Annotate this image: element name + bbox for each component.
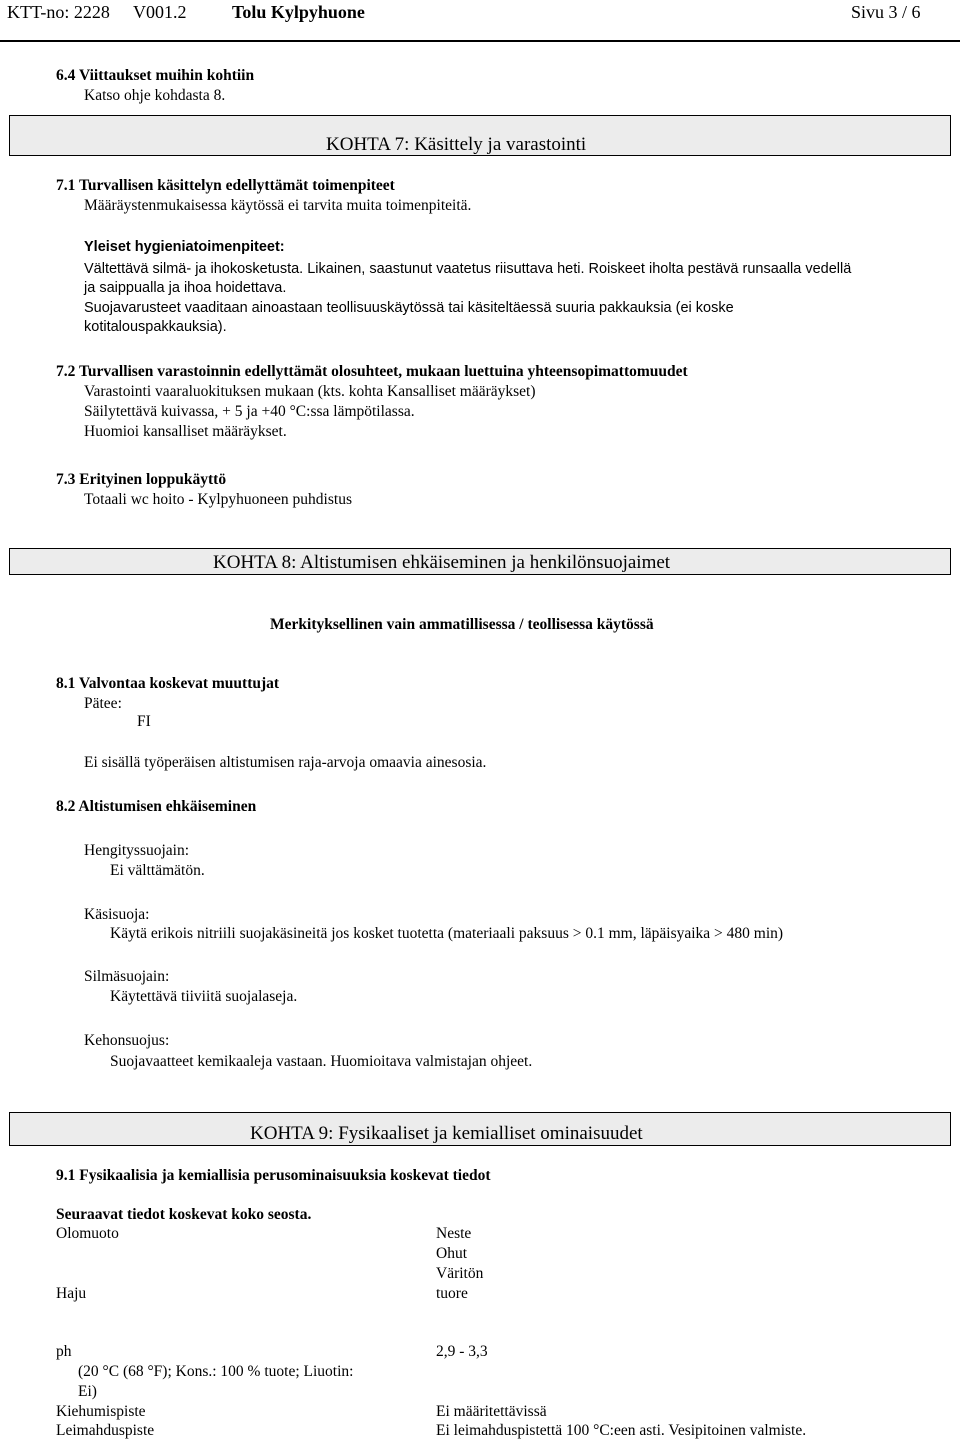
version: V001.2: [133, 2, 187, 22]
flash-point-label: Leimahduspiste: [56, 1422, 155, 1439]
s6-4-title: 6.4 Viittaukset muihin kohtiin: [56, 67, 255, 84]
form-value-2: Ohut: [436, 1245, 467, 1262]
s8-2-title: 8.2 Altistumisen ehkäiseminen: [56, 798, 257, 815]
s8-1-text: Ei sisällä työperäisen altistumisen raja-arvoja omaavia ainesosia.: [84, 754, 487, 771]
hygiene-title: Yleiset hygieniatoimenpiteet:: [84, 239, 285, 255]
header-rule: [0, 40, 960, 42]
s7-2-title: 7.2 Turvallisen varastoinnin edellyttämät olosuhteet, mukaan luettuina yhteensopimattomuudet: [56, 363, 688, 380]
s7-3-title: 7.3 Erityinen loppukäyttö: [56, 471, 227, 488]
ph-label: ph: [56, 1343, 72, 1360]
section-8-bar: [9, 548, 951, 575]
s7-2-line-3: Huomioi kansalliset määräykset.: [84, 423, 287, 440]
section-7-heading: KOHTA 7: Käsittely ja varastointi: [326, 134, 587, 155]
section-9-heading: KOHTA 9: Fysikaaliset ja kemialliset ominaisuudet: [250, 1123, 643, 1144]
boiling-point-value: Ei määritettävissä: [436, 1403, 547, 1420]
odor-label: Haju: [56, 1285, 87, 1302]
s7-1-text: Määräystenmukaisessa käytössä ei tarvita muita toimenpiteitä.: [84, 197, 472, 214]
respiratory-label: Hengityssuojain:: [84, 842, 190, 859]
boiling-point-label: Kiehumispiste: [56, 1403, 146, 1420]
page-number: Sivu 3 / 6: [851, 2, 921, 22]
hygiene-line-2: ja saippualla ja ihoa hoidettava.: [84, 280, 287, 296]
s7-3-text: Totaali wc hoito - Kylpyhuoneen puhdistus: [84, 491, 352, 508]
s7-1-title: 7.1 Turvallisen käsittelyn edellyttämät toimenpiteet: [56, 177, 395, 194]
ph-conditions-1: (20 °C (68 °F); Kons.: 100 % tuote; Liuotin:: [78, 1363, 354, 1380]
s7-2-line-1: Varastointi vaaraluokituksen mukaan (kts. kohta Kansalliset määräykset): [84, 383, 536, 400]
section-8-heading: KOHTA 8: Altistumisen ehkäiseminen ja henkilönsuojaimet: [213, 552, 671, 573]
hygiene-line-4: kotitalouspakkauksia).: [84, 319, 227, 335]
s8-1-title: 8.1 Valvontaa koskevat muuttujat: [56, 675, 280, 692]
mixture-title: Seuraavat tiedot koskevat koko seosta.: [56, 1206, 312, 1223]
product-name: Tolu Kylpyhuone: [232, 2, 365, 22]
s9-1-title: 9.1 Fysikaalisia ja kemiallisia perusominaisuuksia koskevat tiedot: [56, 1167, 491, 1184]
applies-value: FI: [137, 713, 151, 730]
s6-4-text: Katso ohje kohdasta 8.: [84, 87, 226, 104]
eye-protection-value: Käytettävä tiiviitä suojalaseja.: [110, 988, 298, 1005]
hygiene-line-1: Vältettävä silmä- ja ihokosketusta. Likainen, saastunut vaatetus riisuttava heti. Roiskeet iholta pestävä runsaalla vedellä: [84, 261, 852, 277]
flash-point-value: Ei leimahduspistettä 100 °C:een asti. Vesipitoinen valmiste.: [436, 1422, 807, 1439]
form-value-3: Väritön: [436, 1265, 484, 1282]
section-9-bar: [9, 1112, 951, 1146]
ph-value: 2,9 - 3,3: [436, 1343, 488, 1360]
applies-label: Pätee:: [84, 695, 122, 712]
body-protection-label: Kehonsuojus:: [84, 1032, 170, 1049]
hand-protection-label: Käsisuoja:: [84, 906, 150, 923]
form-value-1: Neste: [436, 1225, 472, 1242]
eye-protection-label: Silmäsuojain:: [84, 968, 170, 985]
section-8-subheading: Merkityksellinen vain ammatillisessa / teollisessa käytössä: [270, 616, 654, 633]
body-protection-value: Suojavaatteet kemikaaleja vastaan. Huomioitava valmistajan ohjeet.: [110, 1053, 533, 1070]
respiratory-value: Ei välttämätön.: [110, 862, 205, 879]
ktt-number: KTT-no: 2228: [7, 2, 110, 22]
hand-protection-value: Käytä erikois nitriili suojakäsineitä jos kosket tuotetta (materiaali paksuus > 0.1 mm, läpäisyaika > 480 min): [110, 925, 784, 942]
section-7-bar: [9, 115, 951, 156]
hygiene-line-3: Suojavarusteet vaaditaan ainoastaan teollisuuskäytössä tai käsiteltäessä suuria pakkauksia (ei koske: [84, 300, 734, 316]
ph-conditions-2: Ei): [78, 1383, 97, 1400]
s7-2-line-2: Säilytettävä kuivassa, + 5 ja +40 °C:ssa lämpötilassa.: [84, 403, 415, 420]
form-label: Olomuoto: [56, 1225, 119, 1242]
odor-value: tuore: [436, 1285, 468, 1302]
